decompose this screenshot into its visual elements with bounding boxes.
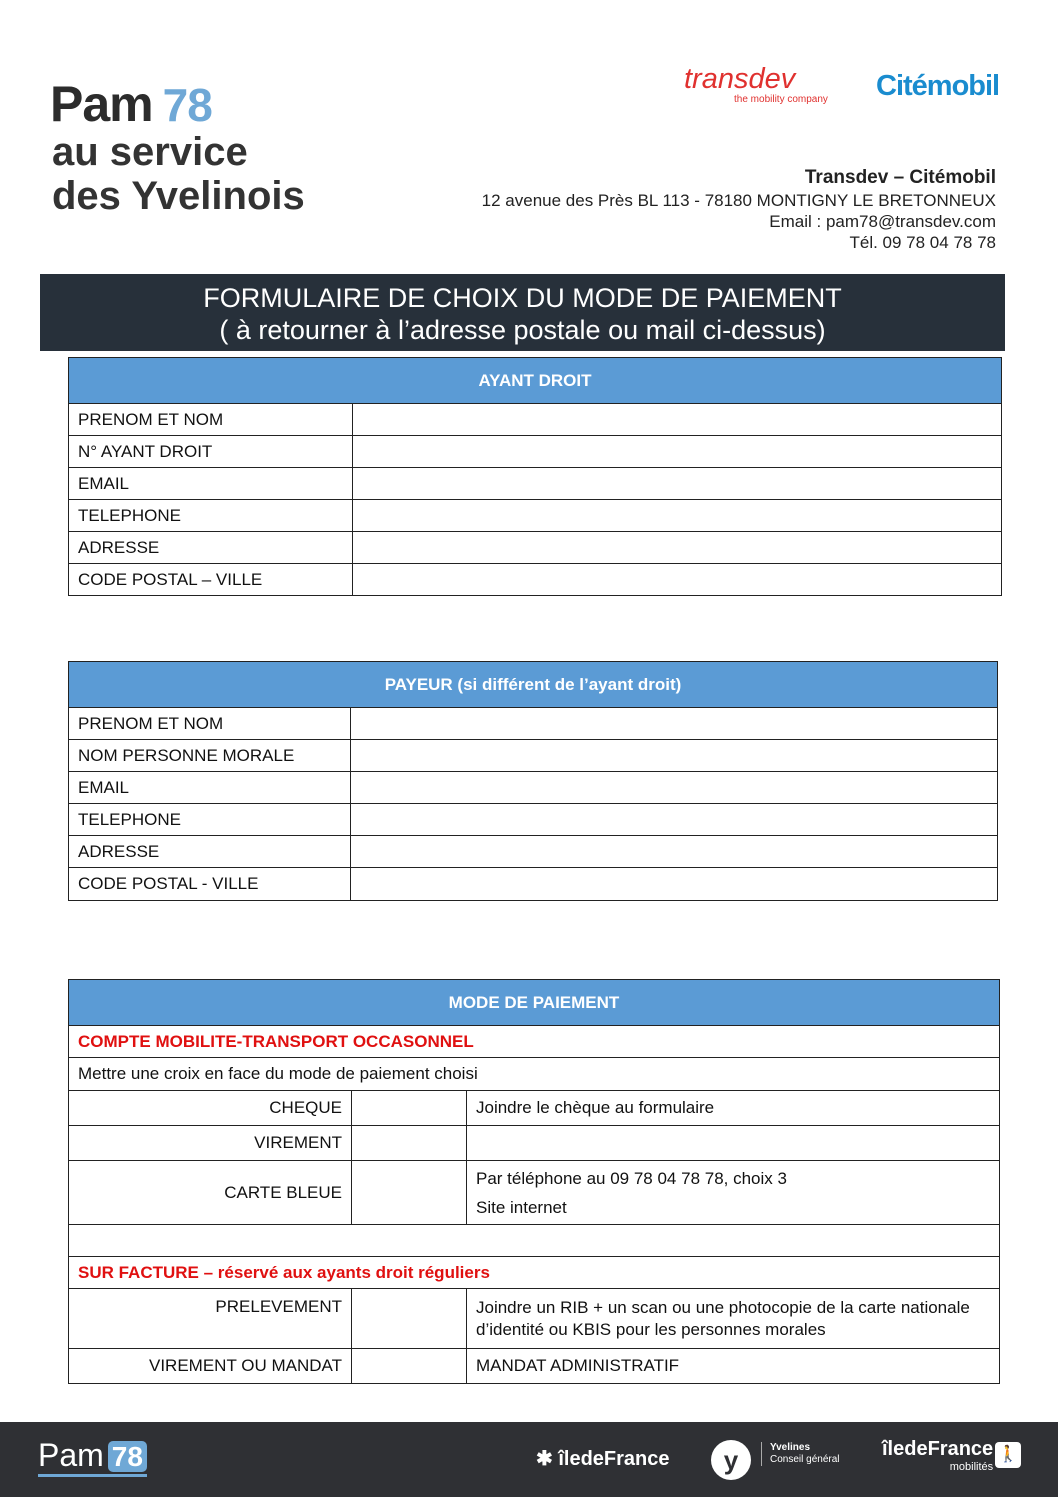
table-heading: PAYEUR (si différent de l’ayant droit) bbox=[69, 662, 998, 708]
field-label: ADRESSE bbox=[69, 532, 353, 564]
field-label: CODE POSTAL – VILLE bbox=[69, 564, 353, 596]
section-heading: COMPTE MOBILITE-TRANSPORT OCCASONNEL bbox=[69, 1026, 1000, 1058]
option-label: VIREMENT bbox=[69, 1126, 352, 1161]
yvelines-emblem-icon: y bbox=[711, 1440, 751, 1480]
logo-text: Pam bbox=[50, 76, 153, 132]
option-label: PRELEVEMENT bbox=[69, 1289, 352, 1349]
title-line2: ( à retourner à l’adresse postale ou mail ci-dessus) bbox=[219, 315, 826, 345]
field-input[interactable] bbox=[351, 836, 998, 868]
option-note bbox=[467, 1161, 1000, 1225]
logo-number: 78 bbox=[108, 1441, 147, 1472]
field-label: PRENOM ET NOM bbox=[69, 404, 353, 436]
section-heading: SUR FACTURE – réservé aux ayants droit réguliers bbox=[69, 1257, 1000, 1289]
field-label: ADRESSE bbox=[69, 836, 351, 868]
option-note: Joindre un RIB + un scan ou une photocopie de la carte nationale d’identité ou KBIS pour les personnes morales bbox=[467, 1289, 1000, 1349]
note-line: Par téléphone au 09 78 04 78 78, choix 3 bbox=[476, 1168, 787, 1188]
field-input[interactable] bbox=[353, 564, 1002, 596]
field-input[interactable] bbox=[353, 404, 1002, 436]
logo-text: îledeFrance bbox=[558, 1448, 670, 1470]
option-note bbox=[467, 1126, 1000, 1161]
option-label: CARTE BLEUE bbox=[69, 1161, 352, 1225]
email: Email : pam78@transdev.com bbox=[769, 212, 996, 231]
field-input[interactable] bbox=[351, 772, 998, 804]
field-input[interactable] bbox=[351, 804, 998, 836]
logo-number: 78 bbox=[162, 79, 212, 131]
prelevement-checkbox[interactable] bbox=[352, 1289, 467, 1349]
contact-block bbox=[482, 166, 996, 253]
field-label: TELEPHONE bbox=[69, 804, 351, 836]
field-input[interactable] bbox=[351, 708, 998, 740]
field-label: EMAIL bbox=[69, 468, 353, 500]
option-note: Joindre le chèque au formulaire bbox=[467, 1091, 1000, 1126]
mandat-checkbox[interactable] bbox=[352, 1349, 467, 1384]
ayant-droit-table bbox=[68, 357, 1002, 596]
note-line: Site internet bbox=[476, 1197, 567, 1217]
company-name: Transdev – Citémobil bbox=[804, 167, 996, 188]
tagline bbox=[52, 130, 305, 218]
field-label: PRENOM ET NOM bbox=[69, 708, 351, 740]
field-input[interactable] bbox=[353, 436, 1002, 468]
transdev-slogan: the mobility company bbox=[734, 94, 828, 105]
option-note: MANDAT ADMINISTRATIF bbox=[467, 1349, 1000, 1384]
tagline-line2: des Yvelinois bbox=[52, 174, 305, 218]
citemobil-logo: Citémobil bbox=[876, 70, 1000, 102]
field-label: CODE POSTAL - VILLE bbox=[69, 868, 351, 901]
field-input[interactable] bbox=[353, 468, 1002, 500]
iledefrance-logo: ✱ îledeFrance bbox=[536, 1448, 670, 1470]
option-label: VIREMENT OU MANDAT bbox=[69, 1349, 352, 1384]
payeur-table bbox=[68, 661, 998, 901]
field-input[interactable] bbox=[353, 500, 1002, 532]
postal-address: 12 avenue des Près BL 113 - 78180 MONTIGNY LE BRETONNEUX bbox=[481, 191, 996, 210]
table-heading: MODE DE PAIEMENT bbox=[69, 980, 1000, 1026]
logo-text: Pam bbox=[38, 1437, 104, 1473]
footer bbox=[0, 1422, 1058, 1497]
cheque-checkbox[interactable] bbox=[352, 1091, 467, 1126]
paiement-table bbox=[68, 979, 1000, 1384]
transdev-name: transdev bbox=[684, 63, 796, 95]
pam78-logo bbox=[50, 76, 212, 133]
footer-pam-logo bbox=[38, 1438, 147, 1477]
logo-text: Yvelines bbox=[770, 1442, 811, 1453]
logo-subtext: mobilités bbox=[949, 1461, 994, 1473]
field-input[interactable] bbox=[351, 868, 998, 901]
option-label: CHEQUE bbox=[69, 1091, 352, 1126]
instruction: Mettre une croix en face du mode de paiement choisi bbox=[69, 1058, 1000, 1091]
tagline-line1: au service bbox=[52, 130, 248, 174]
carte-checkbox[interactable] bbox=[352, 1161, 467, 1225]
walker-icon: 🚶 bbox=[995, 1442, 1021, 1468]
logo-text: îledeFrance bbox=[882, 1438, 994, 1460]
table-heading: AYANT DROIT bbox=[69, 358, 1002, 404]
yvelines-logo bbox=[761, 1442, 840, 1466]
field-label: N° AYANT DROIT bbox=[69, 436, 353, 468]
phone: Tél. 09 78 04 78 78 bbox=[849, 233, 996, 252]
virement-checkbox[interactable] bbox=[352, 1126, 467, 1161]
transdev-logo bbox=[684, 64, 828, 106]
logo-subtext: Conseil général bbox=[770, 1454, 840, 1465]
title-line1: FORMULAIRE DE CHOIX DU MODE DE PAIEMENT bbox=[203, 283, 842, 313]
field-label: TELEPHONE bbox=[69, 500, 353, 532]
idf-mobilites-logo bbox=[882, 1438, 993, 1473]
field-input[interactable] bbox=[353, 532, 1002, 564]
field-label: EMAIL bbox=[69, 772, 351, 804]
form-title bbox=[40, 274, 1005, 351]
field-label: NOM PERSONNE MORALE bbox=[69, 740, 351, 772]
spacer-row bbox=[69, 1225, 1000, 1257]
field-input[interactable] bbox=[351, 740, 998, 772]
